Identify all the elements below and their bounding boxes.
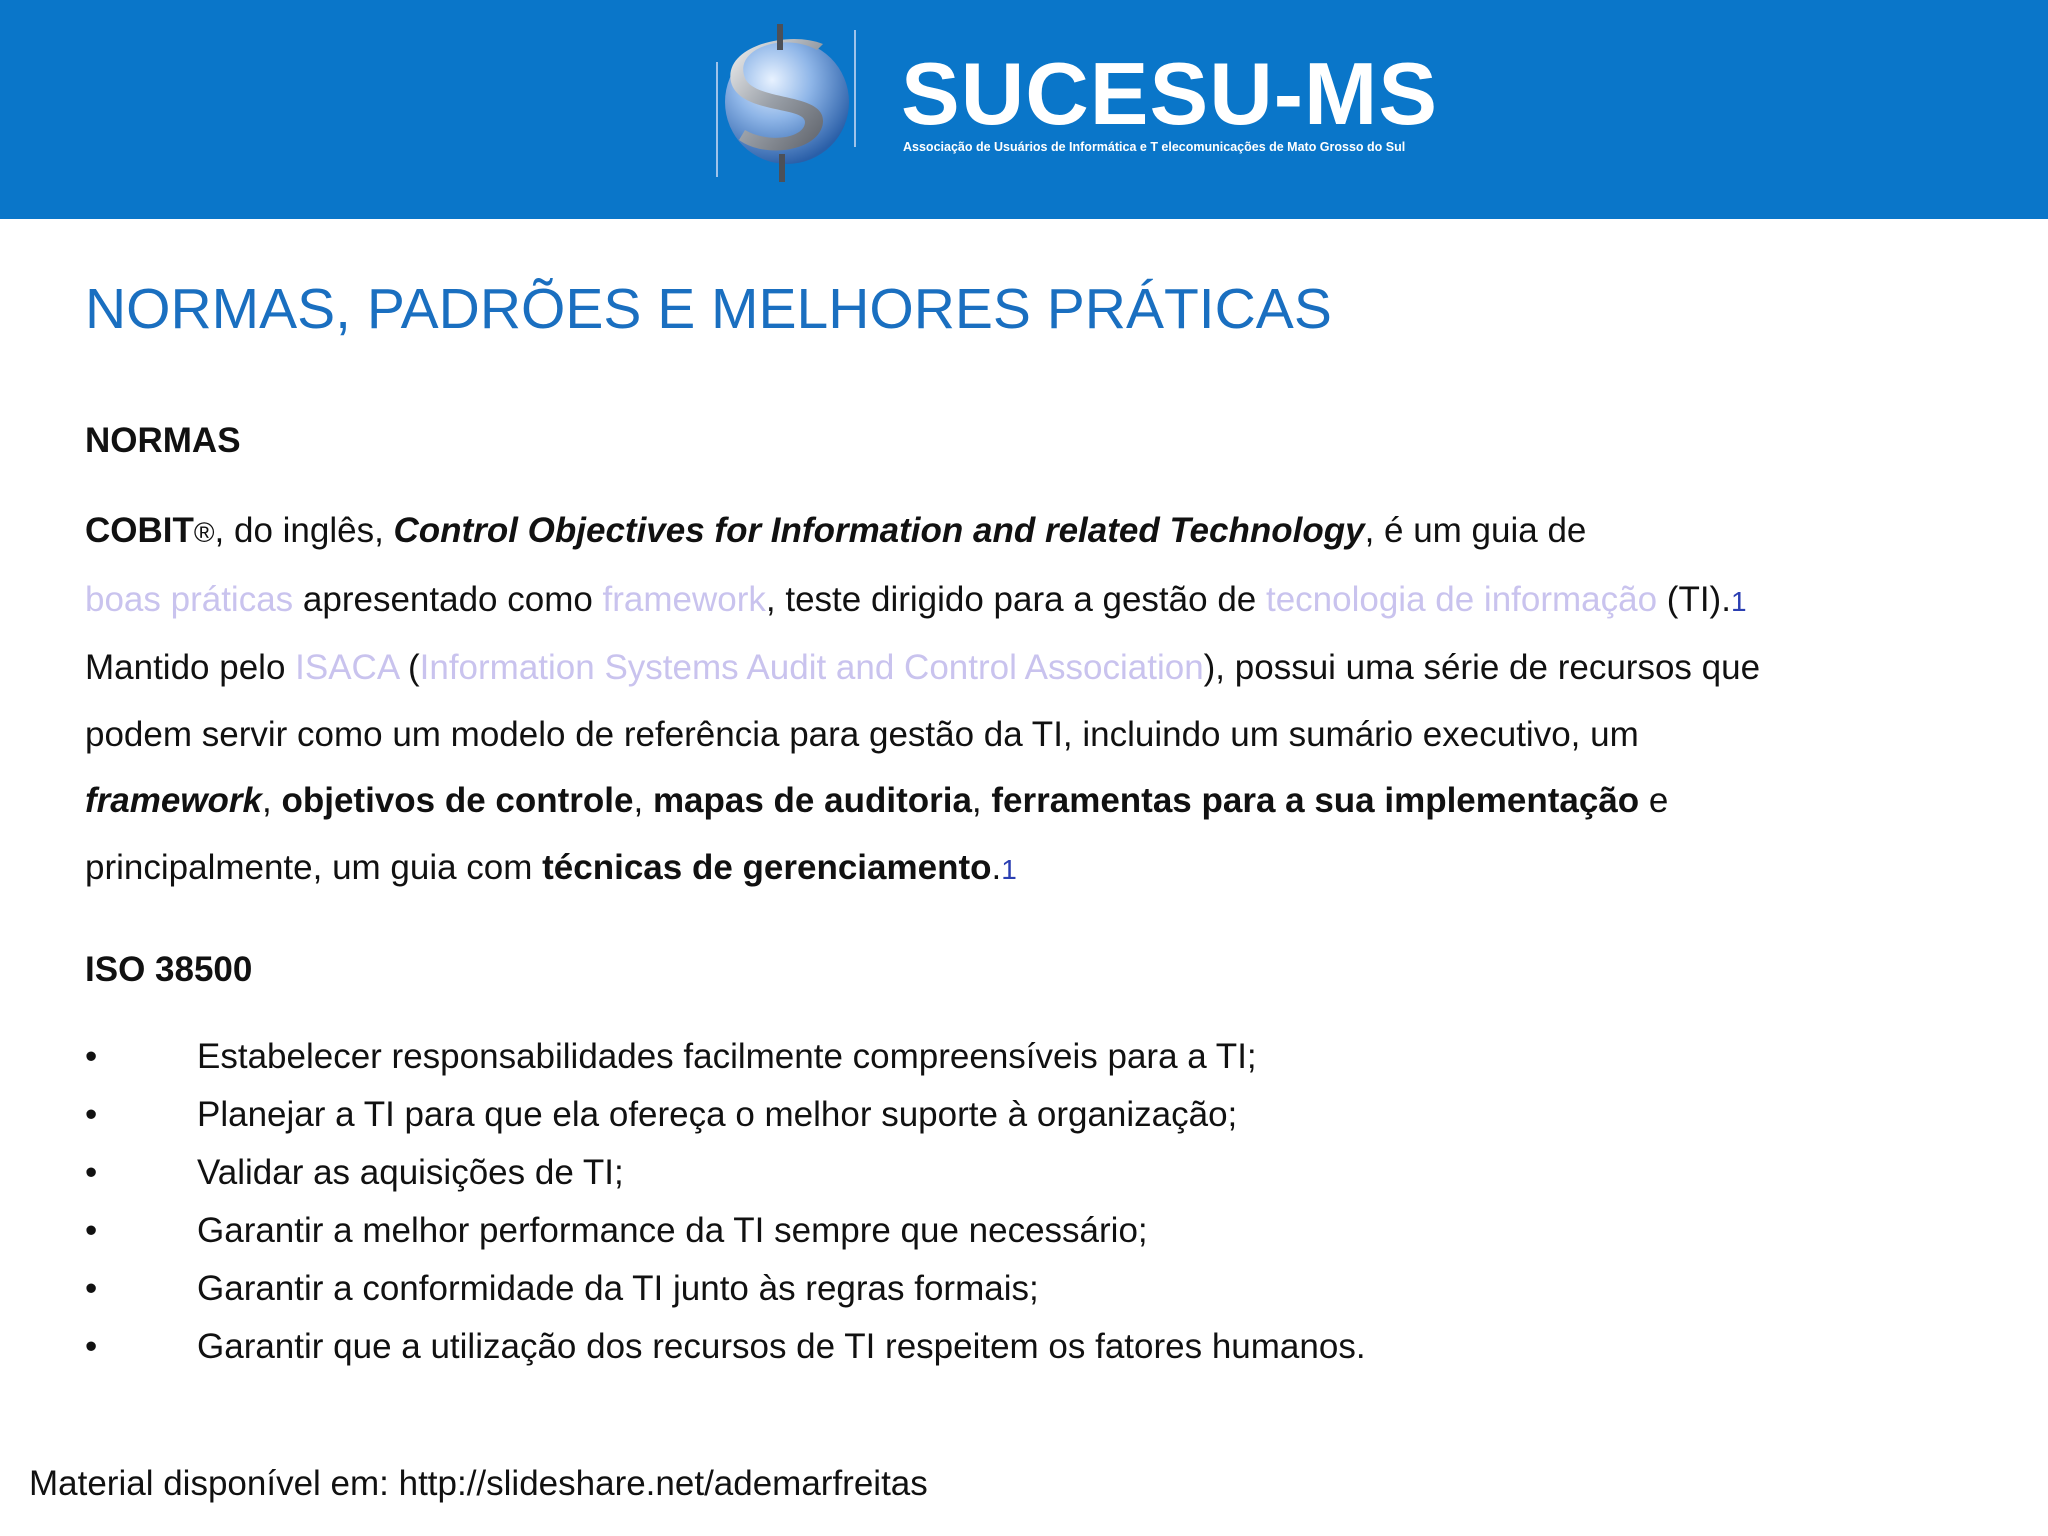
link-framework[interactable]: framework xyxy=(602,579,766,619)
text-fragment: Mantido pelo xyxy=(85,648,296,687)
bold-term: ferramentas para a sua implementação xyxy=(991,781,1640,820)
text-fragment: principalmente, um guia com xyxy=(85,847,543,887)
bullet-icon: • xyxy=(85,1037,98,1076)
reference-link[interactable]: 1 xyxy=(1730,585,1747,617)
text-fragment: , xyxy=(971,781,992,820)
text-fragment: , é um guia de xyxy=(1364,511,1587,550)
registered-mark: ® xyxy=(193,517,215,548)
reference-link[interactable]: 1 xyxy=(1001,853,1017,885)
text-fragment: , do inglês, xyxy=(214,511,394,550)
sucesu-s-logo-icon xyxy=(705,22,865,187)
paragraph-line-1 xyxy=(85,498,2005,567)
cobit-expansion: Control Objectives for Information and related Technology xyxy=(393,511,1365,550)
cobit-paragraph xyxy=(85,498,2005,903)
paragraph-line-6 xyxy=(85,835,2005,904)
bullet-icon: • xyxy=(85,1153,98,1192)
list-item-text: Estabelecer responsabilidades facilmente compreensíveis para a TI; xyxy=(197,1037,1257,1076)
list-item-text: Garantir a conformidade da TI junto às regras formais; xyxy=(197,1269,1039,1308)
list-item-text: Planejar a TI para que ela ofereça o melhor suporte à organização; xyxy=(197,1095,1238,1134)
list-item-text: Validar as aquisições de TI; xyxy=(197,1153,624,1192)
text-fragment: e xyxy=(1639,781,1669,820)
paragraph-line-4: podem servir como um modelo de referência para gestão da TI, incluindo um sumário executivo, um xyxy=(85,714,1639,754)
text-fragment: , teste dirigido para a gestão de xyxy=(765,579,1266,619)
brand-logo xyxy=(705,22,1445,192)
framework-term: framework xyxy=(85,781,263,820)
list-item-text: Garantir que a utilização dos recursos de TI respeitem os fatores humanos. xyxy=(197,1327,1366,1366)
brand-subtitle: Associação de Usuários de Informática e T elecomunicações de Mato Grosso do Sul xyxy=(903,140,1406,154)
bold-term: técnicas de gerenciamento xyxy=(542,847,992,887)
text-fragment: . xyxy=(991,847,1002,887)
brand-name: SUCESU-MS xyxy=(901,44,1439,143)
link-boas-praticas[interactable]: boas práticas xyxy=(85,579,294,619)
link-isaca[interactable]: ISACA xyxy=(295,648,399,687)
text-fragment: (TI). xyxy=(1657,579,1731,619)
text-fragment: ), possui uma série de recursos que xyxy=(1203,648,1761,687)
cobit-term: COBIT xyxy=(85,511,194,550)
link-tecnologia-de-informacao[interactable]: tecnologia de informação xyxy=(1265,579,1658,619)
paragraph-line-5 xyxy=(85,768,2005,835)
normas-heading: NORMAS xyxy=(85,421,241,460)
list-item-text: Garantir a melhor performance da TI sempre que necessário; xyxy=(197,1211,1148,1250)
bold-term: objetivos de controle xyxy=(281,781,634,820)
header-banner xyxy=(0,0,2048,219)
bullet-icon: • xyxy=(85,1211,98,1250)
text-fragment: , xyxy=(633,781,653,820)
bold-term: mapas de auditoria xyxy=(652,781,972,820)
footer-source: Material disponível em: http://slideshare.net/ademarfreitas xyxy=(29,1464,928,1503)
text-fragment: ( xyxy=(398,648,420,687)
paragraph-line-3 xyxy=(85,635,2005,702)
bullet-icon: • xyxy=(85,1269,98,1308)
paragraph-line-2 xyxy=(85,567,2005,636)
bullet-icon: • xyxy=(85,1095,98,1134)
iso-heading: ISO 38500 xyxy=(85,950,253,989)
text-fragment: apresentado como xyxy=(293,579,603,619)
page-title: NORMAS, PADRÕES E MELHORES PRÁTICAS xyxy=(85,277,1332,341)
text-fragment: , xyxy=(262,781,282,820)
link-isaca-full-name[interactable]: Information Systems Audit and Control Association xyxy=(419,648,1204,687)
bullet-icon: • xyxy=(85,1327,98,1366)
